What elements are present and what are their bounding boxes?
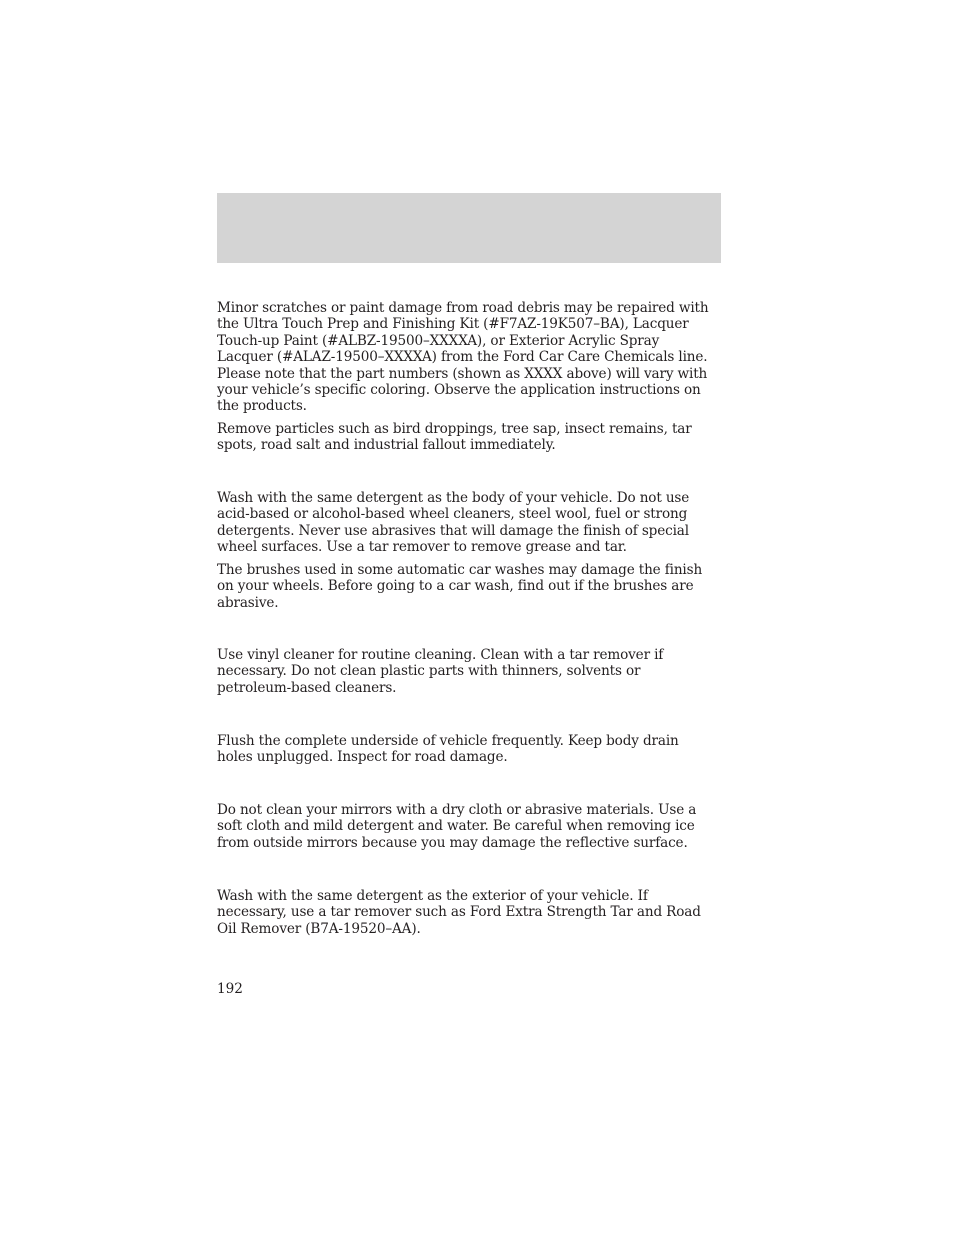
text-line: wheel surfaces. Use a tar remover to remove grease and tar. (217, 539, 627, 556)
text-line: Minor scratches or paint damage from road debris may be repaired with (217, 300, 709, 316)
text-line: necessary, use a tar remover such as Ford Extra Strength Tar and Road (217, 904, 701, 921)
text-line: your vehicle’s specific coloring. Observe the application instructions on (217, 382, 701, 399)
page-number: 192 (217, 981, 243, 997)
text-line: Lacquer (#ALAZ-19500–XXXXA) from the Ford Car Care Chemicals line. (217, 349, 708, 366)
text-line: Use vinyl cleaner for routine cleaning. Clean with a tar remover if (217, 647, 664, 663)
text-line: Oil Remover (B7A-19520–AA). (217, 920, 421, 937)
text-line: petroleum-based cleaners. (217, 679, 397, 696)
text-line: Remove particles such as bird droppings, tree sap, insect remains, tar (217, 421, 692, 437)
text-line: Please note that the part numbers (shown as XXXX above) will vary with (217, 365, 708, 382)
paint-repair-paragraph (217, 300, 723, 415)
text-line: on your wheels. Before going to a car wash, find out if the brushes are (217, 578, 694, 595)
text-line: Wash with the same detergent as the exterior of your vehicle. If (217, 888, 648, 904)
text-line: detergents. Never use abrasives that will damage the finish of special (217, 522, 689, 539)
text-line: the Ultra Touch Prep and Finishing Kit (#F7AZ-19K507–BA), Lacquer (217, 316, 689, 333)
text-line: Wash with the same detergent as the body of your vehicle. Do not use (217, 490, 690, 506)
text-line: Flush the complete underside of vehicle frequently. Keep body drain (217, 733, 679, 749)
plastic-cleaning-paragraph (217, 647, 723, 696)
text-line: The brushes used in some automatic car washes may damage the finish (217, 562, 703, 578)
text-line: necessary. Do not clean plastic parts with thinners, solvents or (217, 663, 641, 680)
text-line: holes unplugged. Inspect for road damage. (217, 749, 508, 766)
text-line: spots, road salt and industrial fallout immediately. (217, 437, 556, 454)
header-band (217, 193, 721, 263)
car-wash-brushes-paragraph (217, 562, 723, 611)
mirrors-paragraph (217, 802, 723, 851)
text-line: abrasive. (217, 594, 279, 611)
text-line: from outside mirrors because you may damage the reflective surface. (217, 834, 688, 851)
tar-remover-paragraph (217, 888, 723, 937)
text-line: the products. (217, 398, 307, 415)
wheel-wash-paragraph (217, 490, 723, 556)
underbody-paragraph (217, 733, 723, 766)
text-line: soft cloth and mild detergent and water. Be careful when removing ice (217, 818, 695, 835)
text-line: Touch-up Paint (#ALBZ-19500–XXXXA), or Exterior Acrylic Spray (217, 332, 660, 349)
particle-removal-paragraph (217, 421, 723, 454)
text-line: acid-based or alcohol-based wheel cleaners, steel wool, fuel or strong (217, 506, 688, 523)
text-line: Do not clean your mirrors with a dry cloth or abrasive materials. Use a (217, 802, 697, 818)
